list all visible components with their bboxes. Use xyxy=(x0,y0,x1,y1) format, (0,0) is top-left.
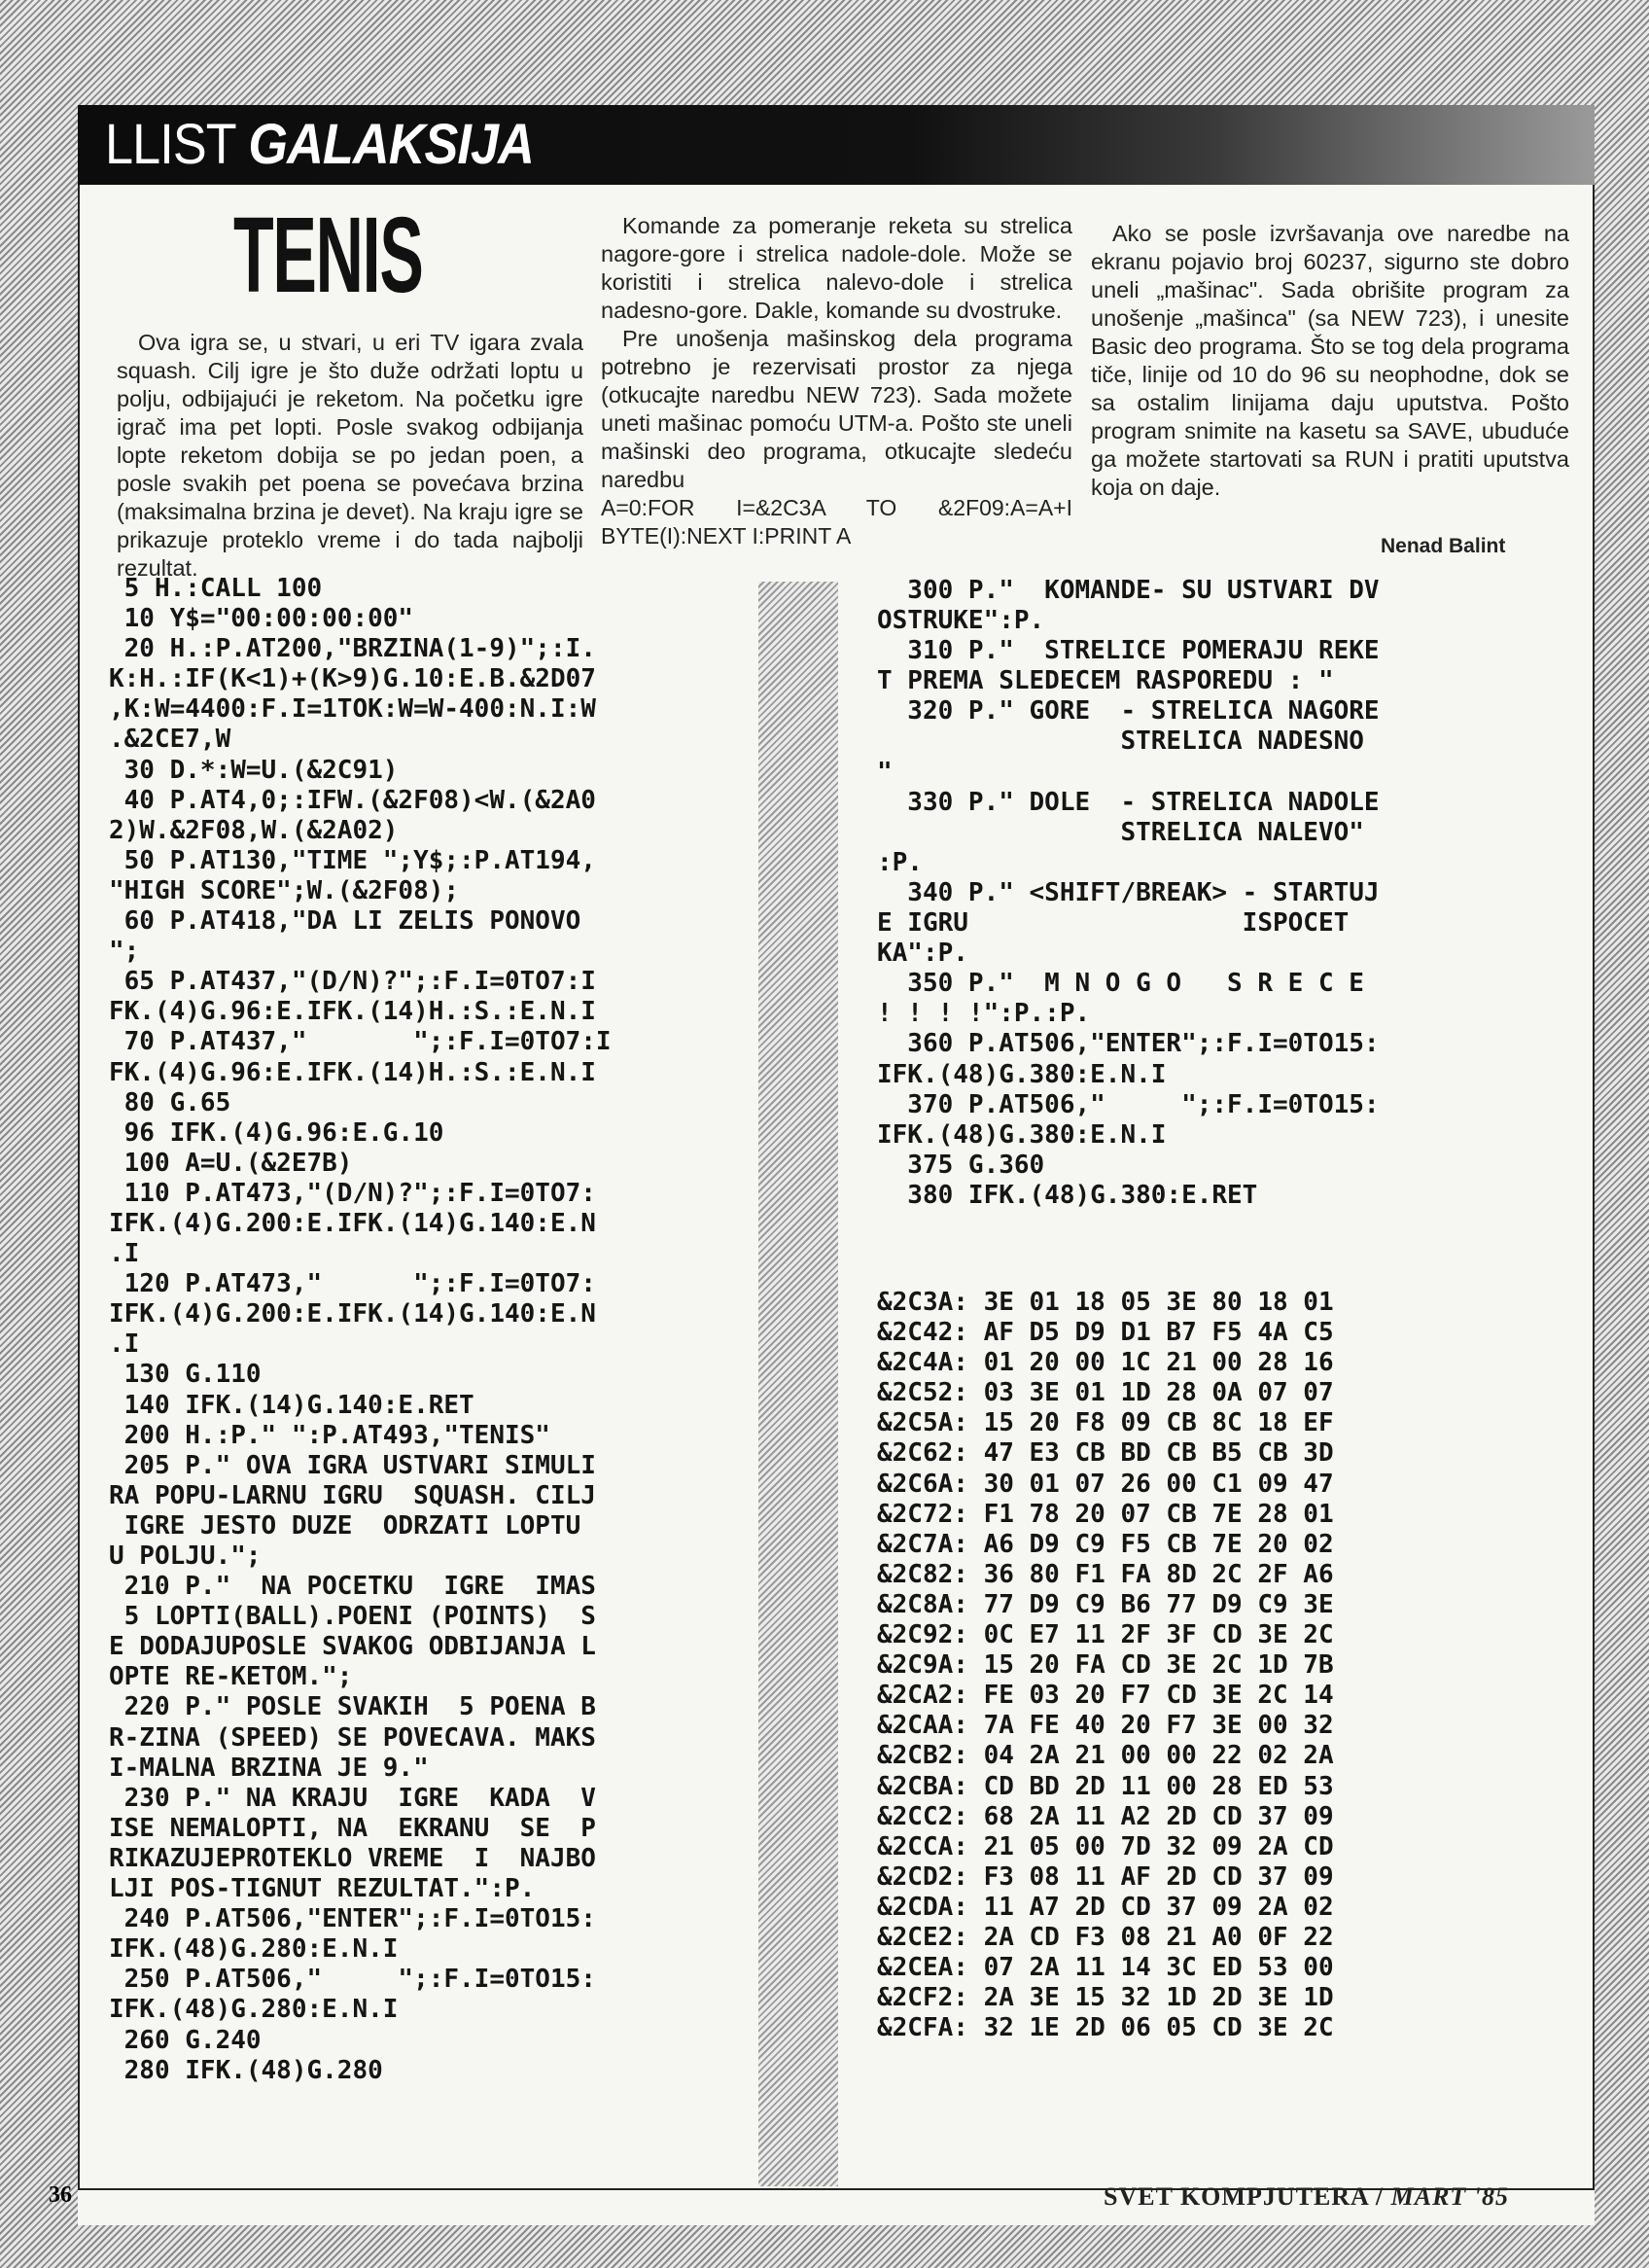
code-line: 230 P." NA KRAJU IGRE KADA V xyxy=(109,1783,596,1813)
code-line: &2C62: 47 E3 CB BD CB B5 CB 3D xyxy=(877,1438,1334,1469)
code-line: STRELICA NADESNO xyxy=(877,726,1364,757)
code-line: 375 G.360 xyxy=(877,1150,1045,1180)
code-line: :P. xyxy=(877,847,923,877)
code-line: E IGRU ISPOCET xyxy=(877,908,1350,939)
code-line: OPTE RE-KETOM."; xyxy=(109,1662,353,1692)
code-line: 10 Y$="00:00:00:00" xyxy=(109,604,414,634)
code-line: &2CE2: 2A CD F3 08 21 A0 0F 22 xyxy=(877,1922,1334,1952)
basic-listing-right xyxy=(877,576,1380,1211)
code-line: LJI POS-TIGNUT REZULTAT.":P. xyxy=(109,1874,536,1904)
author-byline: Nenad Balint xyxy=(1381,535,1506,557)
code-line: 205 P." OVA IGRA USTVARI SIMULI xyxy=(109,1450,596,1480)
code-line: IFK.(4)G.200:E.IFK.(14)G.140:E.N xyxy=(109,1208,596,1238)
code-line: FK.(4)G.96:E.IFK.(14)H.:S.:E.N.I xyxy=(109,1057,596,1087)
code-line: IGRE JESTO DUZE ODRZATI LOPTU xyxy=(109,1510,581,1541)
code-line: 40 P.AT4,0;:IFW.(&2F08)<W.(&2A0 xyxy=(109,785,596,815)
code-line: STRELICA NALEVO" xyxy=(877,817,1364,847)
logo-prefix: LLIST xyxy=(105,113,249,176)
code-line: &2CA2: FE 03 20 F7 CD 3E 2C 14 xyxy=(877,1681,1334,1711)
code-line: &2CFA: 32 1E 2D 06 05 CD 3E 2C xyxy=(877,2013,1334,2043)
code-line: 250 P.AT506," ";:F.I=0TO15: xyxy=(109,1965,596,1995)
column-divider xyxy=(758,582,838,2186)
code-line: &2CF2: 2A 3E 15 32 1D 2D 3E 1D xyxy=(877,1983,1334,2013)
code-line: &2CEA: 07 2A 11 14 3C ED 53 00 xyxy=(877,1953,1334,1983)
code-line: &2C82: 36 80 F1 FA 8D 2C 2F A6 xyxy=(877,1559,1334,1589)
article-title: TENIS xyxy=(233,195,423,315)
code-line: 370 P.AT506," ";:F.I=0TO15: xyxy=(877,1089,1380,1119)
code-line: &2C9A: 15 20 FA CD 3E 2C 1D 7B xyxy=(877,1650,1334,1681)
code-line: 80 G.65 xyxy=(109,1087,231,1117)
code-line: 2)W.&2F08,W.(&2A02) xyxy=(109,815,399,845)
code-line: RA POPU-LARNU IGRU SQUASH. CILJ xyxy=(109,1480,596,1510)
code-line: .I xyxy=(109,1329,140,1360)
code-line: &2C5A: 15 20 F8 09 CB 8C 18 EF xyxy=(877,1408,1334,1438)
code-line: OSTRUKE":P. xyxy=(877,606,1045,636)
intro-column xyxy=(117,329,583,583)
code-line: E DODAJUPOSLE SVAKOG ODBIJANJA L xyxy=(109,1632,596,1662)
code-line: &2CB2: 04 2A 21 00 00 22 02 2A xyxy=(877,1741,1334,1771)
code-line: RIKAZUJEPROTEKLO VREME I NAJBO xyxy=(109,1843,596,1873)
code-line: T PREMA SLEDECEM RASPOREDU : " xyxy=(877,666,1334,696)
code-line: 5 LOPTI(BALL).POENI (POINTS) S xyxy=(109,1602,596,1632)
code-line: "; xyxy=(109,937,140,967)
code-line: 210 P." NA POCETKU IGRE IMAS xyxy=(109,1572,596,1602)
code-line: &2C6A: 30 01 07 26 00 C1 09 47 xyxy=(877,1469,1334,1499)
intro-paragraph: Ova igra se, u stvari, u eri TV igara zvala squash. Cilj igre je što duže održati loptu u polju, odbijajući je reketom. Na početku igre igrač ima pet lopti. Posle svakog odbijanja lopte reketom dobija se po jedan poen, a posle svakih pet poena se povećava brzina (maksimalna brzina je devet). Na kraju igre se prikazuje proteklo vreme i do tada najbolji rezultat. xyxy=(117,330,583,581)
code-line: 70 P.AT437," ";:F.I=0TO7:I xyxy=(109,1027,612,1057)
middle-paragraph-1: Komande za pomeranje reketa su strelica nagore-gore i strelica nadole-dole. Može se koristiti i strelica nalevo-dole i strelica nadesno-gore. Dakle, komande su dvostruke. xyxy=(601,213,1072,323)
code-line: IFK.(48)G.280:E.N.I xyxy=(109,1934,399,1965)
code-line: &2C72: F1 78 20 07 CB 7E 28 01 xyxy=(877,1499,1334,1529)
code-line: &2C4A: 01 20 00 1C 21 00 28 16 xyxy=(877,1348,1334,1378)
code-line: 100 A=U.(&2E7B) xyxy=(109,1148,353,1178)
code-line: 220 P." POSLE SVAKIH 5 POENA B xyxy=(109,1692,596,1722)
code-line: IFK.(48)G.380:E.N.I xyxy=(877,1119,1167,1150)
code-line: 330 P." DOLE - STRELICA NADOLE xyxy=(877,787,1380,817)
code-line: U POLJU."; xyxy=(109,1542,262,1571)
code-line: &2C7A: A6 D9 C9 F5 CB 7E 20 02 xyxy=(877,1529,1334,1559)
code-line: IFK.(48)G.380:E.N.I xyxy=(877,1059,1167,1089)
code-line: 50 P.AT130,"TIME ";Y$;:P.AT194, xyxy=(109,845,596,875)
code-line: .&2CE7,W xyxy=(109,725,231,755)
code-line: ISE NEMALOPTI, NA EKRANU SE P xyxy=(109,1813,596,1843)
magazine-footer xyxy=(1104,2182,1509,2212)
code-line: KA":P. xyxy=(877,939,968,969)
code-line: 380 IFK.(48)G.380:E.RET xyxy=(877,1180,1258,1210)
checksum-formula: A=0:FOR I=&2C3A TO &2F09:A=A+I BYTE(I):NEXT I:PRINT A xyxy=(601,495,1072,549)
code-line: 120 P.AT473," ";:F.I=0TO7: xyxy=(109,1269,596,1299)
code-line: 360 P.AT506,"ENTER";:F.I=0TO15: xyxy=(877,1029,1380,1059)
basic-listing-left xyxy=(109,574,612,2086)
middle-column xyxy=(601,212,1072,550)
issue-date: MART '85 xyxy=(1390,2182,1510,2211)
code-line: 130 G.110 xyxy=(109,1360,262,1390)
code-line: .I xyxy=(109,1239,140,1269)
code-line: &2C92: 0C E7 11 2F 3F CD 3E 2C xyxy=(877,1620,1334,1650)
code-line: 65 P.AT437,"(D/N)?";:F.I=0TO7:I xyxy=(109,967,596,997)
code-line: " xyxy=(877,757,893,787)
code-line: &2CCA: 21 05 00 7D 32 09 2A CD xyxy=(877,1831,1334,1861)
code-line: FK.(4)G.96:E.IFK.(14)H.:S.:E.N.I xyxy=(109,997,596,1027)
code-line: &2C42: AF D5 D9 D1 B7 F5 4A C5 xyxy=(877,1318,1334,1348)
middle-paragraph-2: Pre unošenja mašinskog dela programa potrebno je rezervisati prostor za njega (otkucajte naredbu NEW 723). Sada možete uneti mašinac pomoću UTM-a. Pošto ste uneli mašinski deo programa, otkucajte sledeću naredbu xyxy=(601,326,1072,492)
code-line: &2CD2: F3 08 11 AF 2D CD 37 09 xyxy=(877,1861,1334,1892)
code-line: 260 G.240 xyxy=(109,2025,262,2055)
code-line: 110 P.AT473,"(D/N)?";:F.I=0TO7: xyxy=(109,1178,596,1208)
code-line: ,K:W=4400:F.I=1TOK:W=W-400:N.I:W xyxy=(109,694,596,725)
code-line: 20 H.:P.AT200,"BRZINA(1-9)";:I. xyxy=(109,634,596,664)
code-line: 320 P." GORE - STRELICA NAGORE xyxy=(877,696,1380,726)
right-column xyxy=(1091,220,1569,502)
code-line: 60 P.AT418,"DA LI ZELIS PONOVO xyxy=(109,906,581,937)
hex-dump xyxy=(877,1288,1334,2043)
code-line: &2CBA: CD BD 2D 11 00 28 ED 53 xyxy=(877,1771,1334,1801)
code-line: 140 IFK.(14)G.140:E.RET xyxy=(109,1390,474,1420)
code-line: 240 P.AT506,"ENTER";:F.I=0TO15: xyxy=(109,1904,596,1934)
right-paragraph: Ako se posle izvršavanja ove naredbe na ekranu pojavio broj 60237, sigurno ste dobro uneli „mašinac". Sada obrišite program za unošenje „mašinca" (sa NEW 723), i unesite Basic deo programa. Što se tog dela programa tiče, linije od 10 do 96 su neophodne, dok se sa ostalim linijama daju uputstva. Pošto program snimite na kasetu sa SAVE, ubuduće ga možete startovati sa RUN i pratiti uputstva koja on daje. xyxy=(1091,221,1569,500)
code-line: 200 H.:P." ":P.AT493,"TENIS" xyxy=(109,1420,550,1450)
code-line: IFK.(48)G.280:E.N.I xyxy=(109,1995,399,2025)
magazine-page xyxy=(49,105,1595,2225)
code-line: &2C8A: 77 D9 C9 B6 77 D9 C9 3E xyxy=(877,1589,1334,1619)
code-line: 96 IFK.(4)G.96:E.G.10 xyxy=(109,1117,444,1148)
code-line: R-ZINA (SPEED) SE POVECAVA. MAKS xyxy=(109,1722,596,1753)
code-line: 350 P." M N O G O S R E C E xyxy=(877,969,1364,999)
code-line: "HIGH SCORE";W.(&2F08); xyxy=(109,875,460,905)
magazine-name: SVET KOMPJUTERA / xyxy=(1104,2182,1391,2211)
code-line: IFK.(4)G.200:E.IFK.(14)G.140:E.N xyxy=(109,1299,596,1329)
code-line: 310 P." STRELICE POMERAJU REKE xyxy=(877,636,1380,666)
code-line: 30 D.*:W=U.(&2C91) xyxy=(109,755,399,785)
code-line: K:H.:IF(K<1)+(K>9)G.10:E.B.&2D07 xyxy=(109,664,596,694)
code-line: 340 P." <SHIFT/BREAK> - STARTUJ xyxy=(877,877,1380,907)
code-line: &2CAA: 7A FE 40 20 F7 3E 00 32 xyxy=(877,1711,1334,1741)
code-line: 300 P." KOMANDE- SU USTVARI DV xyxy=(877,576,1380,605)
code-line: I-MALNA BRZINA JE 9." xyxy=(109,1753,429,1783)
code-line: &2CDA: 11 A7 2D CD 37 09 2A 02 xyxy=(877,1892,1334,1922)
code-line: &2CC2: 68 2A 11 A2 2D CD 37 09 xyxy=(877,1801,1334,1831)
code-line: &2C3A: 3E 01 18 05 3E 80 18 01 xyxy=(877,1288,1334,1317)
code-line: ! ! ! !":P.:P. xyxy=(877,999,1091,1029)
section-logo xyxy=(105,115,534,175)
code-line: &2C52: 03 3E 01 1D 28 0A 07 07 xyxy=(877,1378,1334,1408)
page-number: 36 xyxy=(49,2182,72,2208)
logo-brand: GALAKSIJA xyxy=(248,113,534,176)
code-line: 280 IFK.(48)G.280 xyxy=(109,2055,383,2085)
section-header xyxy=(78,105,1595,185)
code-line: 5 H.:CALL 100 xyxy=(109,574,323,603)
